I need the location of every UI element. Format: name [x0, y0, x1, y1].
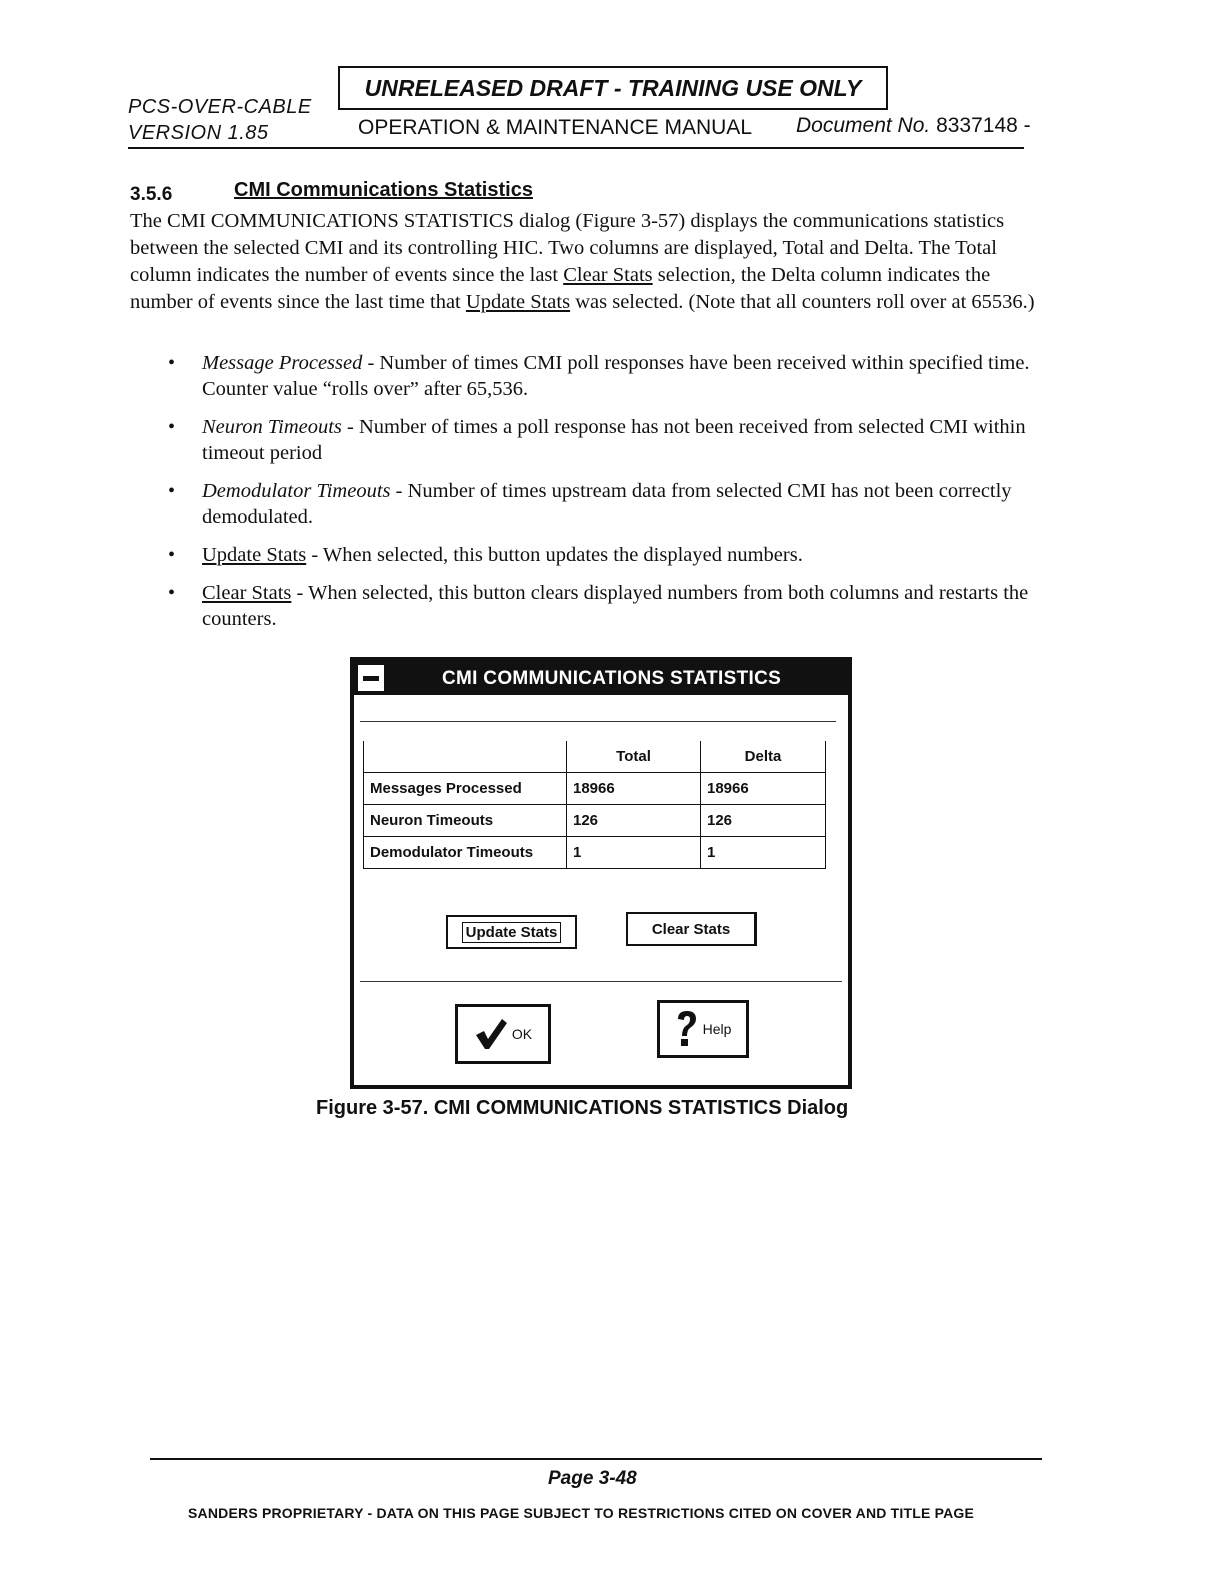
section-number: 3.5.6	[130, 184, 173, 205]
divider	[360, 981, 842, 982]
table-header-row	[364, 741, 826, 773]
bullet-term: Clear Stats	[202, 582, 292, 604]
bullet-text: - When selected, this button clears displayed numbers from both columns and restarts the counters.	[202, 582, 1029, 630]
column-header-total: Total	[567, 741, 701, 773]
intro-text-3: was selected. (Note that all counters roll over at 65536.)	[570, 291, 1035, 313]
product-version: VERSION 1.85	[128, 122, 269, 144]
intro-paragraph	[130, 208, 1040, 316]
ok-label: OK	[511, 1026, 533, 1042]
ok-button[interactable]	[455, 1004, 551, 1064]
document-number	[796, 114, 1031, 138]
dialog-titlebar	[354, 661, 848, 695]
row-label: Demodulator Timeouts	[364, 837, 567, 869]
list-item	[168, 350, 1048, 402]
section-title: CMI Communications Statistics	[234, 179, 533, 201]
list-item	[168, 414, 1048, 466]
clear-stats-button[interactable]	[626, 912, 757, 946]
product-name: PCS-OVER-CABLE	[128, 96, 312, 118]
delta-value: 126	[701, 805, 826, 837]
figure-caption: Figure 3-57. CMI COMMUNICATIONS STATISTICS Dialog	[316, 1097, 849, 1119]
help-button[interactable]	[657, 1000, 749, 1058]
bullet-list	[168, 350, 1048, 644]
intro-update-stats-ref: Update Stats	[465, 291, 571, 313]
clear-stats-label: Clear Stats	[651, 920, 731, 938]
statistics-table	[363, 741, 826, 869]
bullet-text: - Number of times a poll response has not been received from selected CMI within timeout period	[202, 416, 1026, 464]
bullet-term: Message Processed	[202, 352, 363, 374]
column-header-label	[364, 741, 567, 773]
draft-notice: UNRELEASED DRAFT - TRAINING USE ONLY	[338, 66, 888, 110]
column-header-delta: Delta	[701, 741, 826, 773]
total-value: 18966	[567, 773, 701, 805]
row-label: Messages Processed	[364, 773, 567, 805]
bullet-text: - When selected, this button updates the displayed numbers.	[306, 544, 803, 566]
intro-clear-stats-ref: Clear Stats	[563, 264, 653, 286]
table-row	[364, 805, 826, 837]
table-row	[364, 837, 826, 869]
proprietary-notice: SANDERS PROPRIETARY - DATA ON THIS PAGE SUBJECT TO RESTRICTIONS CITED ON COVER AND TITLE PAGE	[188, 1505, 975, 1521]
delta-value: 18966	[701, 773, 826, 805]
help-label: Help	[702, 1021, 732, 1037]
delta-value: 1	[701, 837, 826, 869]
divider	[360, 721, 836, 722]
table-row	[364, 773, 826, 805]
doc-label: Document No.	[796, 114, 931, 137]
header-rule	[128, 147, 1024, 149]
checkmark-icon	[474, 1017, 508, 1051]
question-mark-icon	[675, 1009, 699, 1049]
bullet-text: - Number of times CMI poll responses have been received within specified time. Counter value “rolls over” after 65,536.	[202, 352, 1030, 400]
bullet-term: Neuron Timeouts	[202, 416, 342, 438]
bullet-text: - Number of times upstream data from selected CMI has not been correctly demodulated.	[202, 480, 1012, 528]
list-item	[168, 580, 1048, 632]
row-label: Neuron Timeouts	[364, 805, 567, 837]
total-value: 1	[567, 837, 701, 869]
update-stats-label: Update Stats	[462, 922, 562, 943]
footer-rule	[150, 1458, 1042, 1460]
doc-number-value: 8337148 -	[936, 114, 1031, 137]
dialog-title: CMI COMMUNICATIONS STATISTICS	[442, 668, 782, 689]
intro-text-2: selection, the Delta column indicates the number of events since the last time that	[130, 264, 991, 313]
update-stats-button[interactable]	[446, 915, 577, 949]
list-item	[168, 542, 1048, 568]
manual-title: OPERATION & MAINTENANCE MANUAL	[358, 116, 752, 139]
bullet-term: Demodulator Timeouts	[202, 480, 391, 502]
bullet-term: Update Stats	[202, 544, 307, 566]
intro-text-1: The CMI COMMUNICATIONS STATISTICS dialog (Figure 3-57) displays the communications statistics between the selected CMI and its controlling HIC. Two columns are displayed, Total and Delta. The Total column indicates the number of events since the last	[130, 210, 1005, 286]
system-menu-icon[interactable]	[357, 664, 385, 692]
cmi-statistics-dialog	[350, 657, 852, 1089]
page-number: Page 3-48	[548, 1468, 637, 1489]
total-value: 126	[567, 805, 701, 837]
list-item	[168, 478, 1048, 530]
